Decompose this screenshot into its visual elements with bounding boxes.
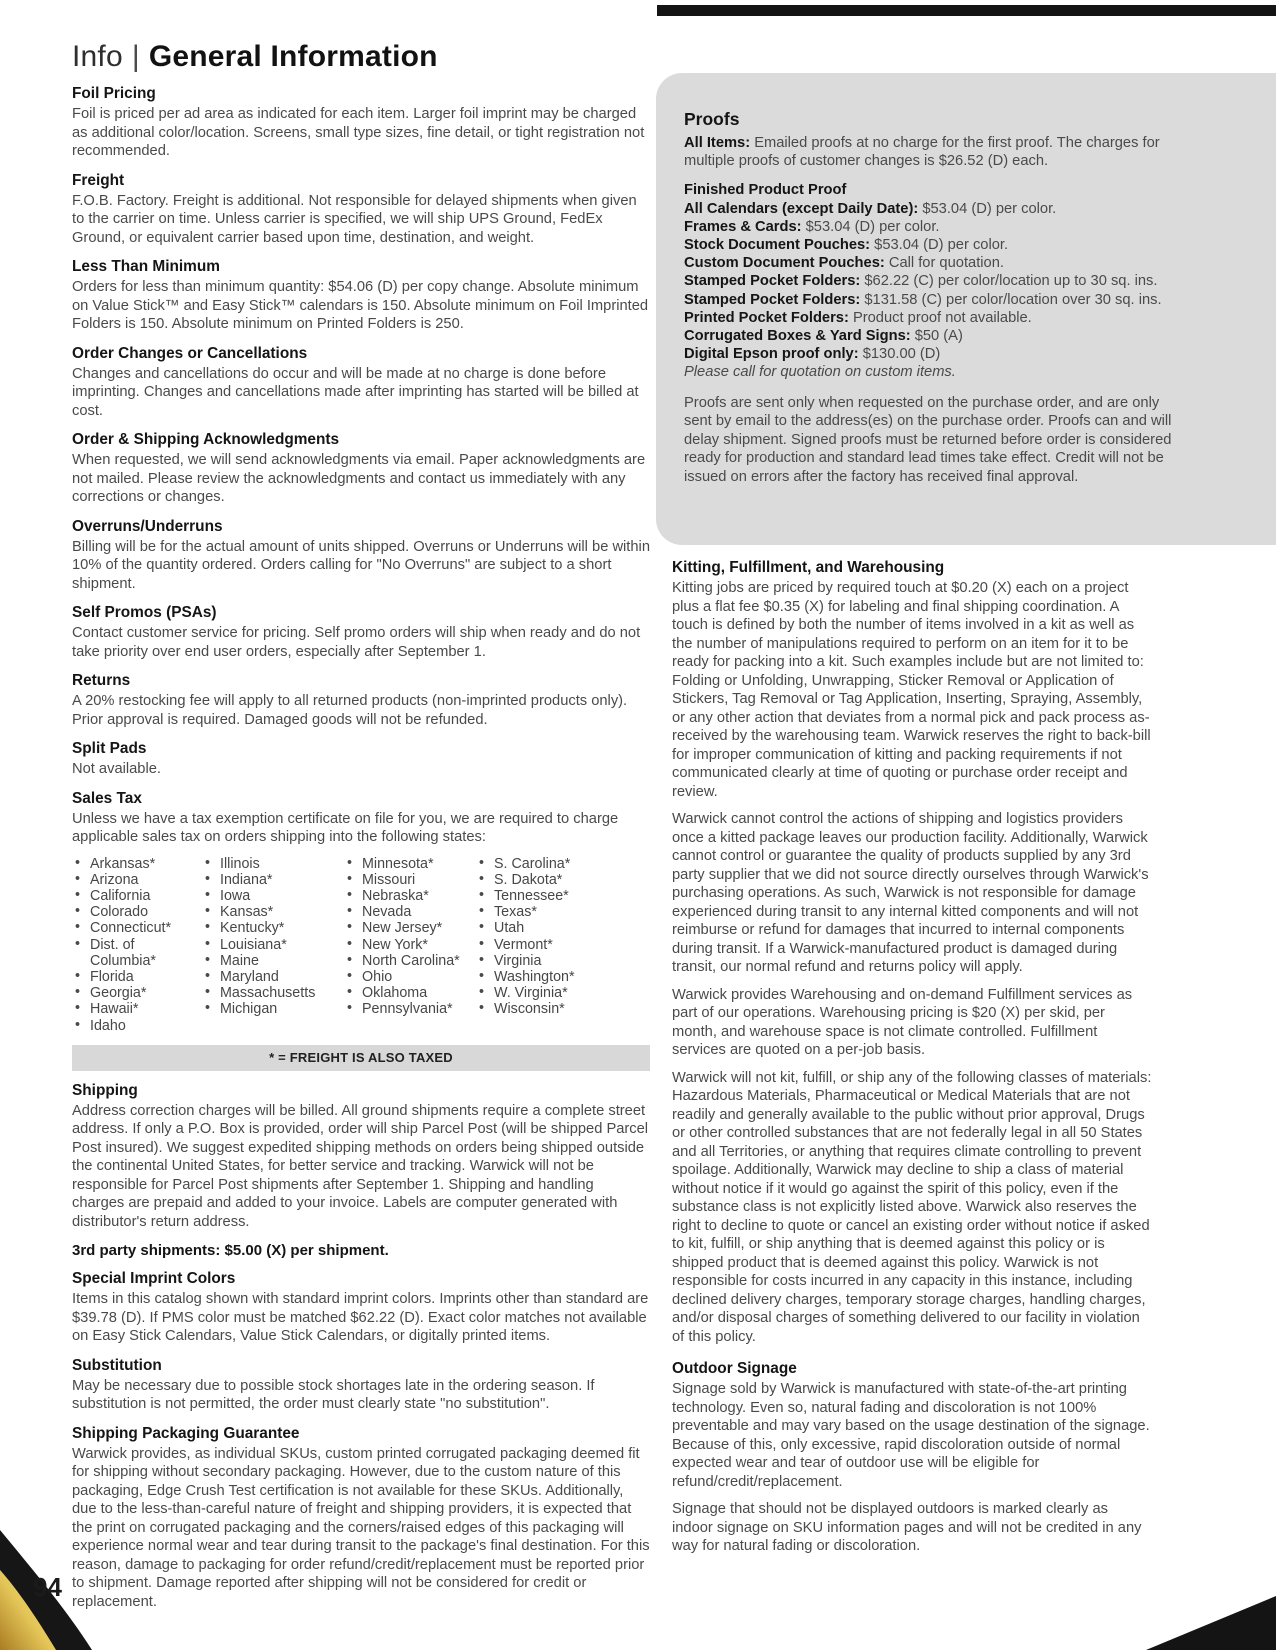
- state-item: • Virginia: [476, 953, 636, 969]
- section-heading: Foil Pricing: [72, 85, 156, 102]
- proofs-line: [684, 200, 1172, 218]
- bottom-right-corner-wedge: [1146, 1596, 1276, 1650]
- state-item: • Illinois: [202, 856, 344, 872]
- section-kitting-fulfillment-warehousing: [656, 559, 1152, 1346]
- proofs-line: [684, 309, 1172, 327]
- proofs-line: [684, 218, 1172, 236]
- state-item: • Washington*: [476, 969, 636, 985]
- state-item: • Hawaii*: [72, 1001, 202, 1017]
- section-heading: Shipping: [72, 1081, 138, 1099]
- proofs-line-text: $130.00 (D): [858, 346, 941, 363]
- proofs-line: [684, 236, 1172, 254]
- section-heading: Shipping Packaging Guarantee: [72, 1424, 300, 1442]
- proofs-heading: Proofs: [684, 109, 740, 129]
- section-body: Not available.: [72, 761, 161, 777]
- section-heading: Outdoor Signage: [672, 1360, 797, 1377]
- state-item: • Arkansas*: [72, 856, 202, 872]
- state-item: • Colorado: [72, 904, 202, 920]
- state-item: • Iowa: [202, 888, 344, 904]
- state-item: • California: [72, 888, 202, 904]
- state-item: • Georgia*: [72, 985, 202, 1001]
- state-item: • Indiana*: [202, 872, 344, 888]
- proofs-line: [684, 272, 1172, 290]
- state-item: • Connecticut*: [72, 920, 202, 936]
- section-sales-tax: [72, 790, 650, 847]
- proofs-line-label: Stock Document Pouches:: [684, 237, 871, 254]
- proofs-line-text: $53.04 (D) per color.: [801, 218, 940, 235]
- states-column-3: [344, 856, 476, 1034]
- section-heading: Split Pads: [72, 740, 147, 757]
- section-body: Items in this catalog shown with standard imprint colors. Imprints other than standard are $39.78 (D). If PMS color must be matched $62.22 (D). Exact color matches not available on Easy Stick Calendars, Value Stick Calendars, or digitally printed items.: [72, 1291, 649, 1345]
- proofs-line-label: Finished Product Proof: [684, 182, 847, 199]
- state-item: • Nebraska*: [344, 888, 476, 904]
- section-body: Changes and cancellations do occur and will be made at no charge is done before imprinting. Changes and cancellations made after imprinting has started will be billed at cost.: [72, 365, 639, 419]
- section-order-changes: [72, 345, 650, 421]
- section-heading: Order Changes or Cancellations: [72, 344, 308, 362]
- proofs-line-text: $53.04 (D) per color.: [870, 237, 1009, 254]
- section-substitution: [72, 1357, 650, 1414]
- proofs-line: [684, 327, 1172, 345]
- right-column: [656, 73, 1276, 1565]
- proofs-line-text: $53.04 (D) per color.: [918, 200, 1057, 217]
- section-heading: Substitution: [72, 1356, 162, 1374]
- state-item: • Minnesota*: [344, 856, 476, 872]
- section-acknowledgments: [72, 431, 650, 507]
- section-returns: [72, 672, 650, 729]
- proofs-line-label: Digital Epson proof only:: [684, 346, 859, 363]
- state-item: • Wisconsin*: [476, 1001, 636, 1017]
- section-self-promos: [72, 604, 650, 661]
- top-edge-black-bar: [657, 5, 1276, 16]
- section-shipping: [72, 1082, 650, 1232]
- section-paragraph: Warwick will not kit, fulfill, or ship any of the following classes of materials: Hazardous Materials, Pharmaceutical or Medical Materials that are not readily and generally available to the public without prior approval, Drugs or other controlled substances that are not federally legal in all 50 States and all Territories, or anything that requires climate controlling to prevent spoilage. Additionally, Warwick may decline to ship a class of material without notice if it would go against the spirit of this policy, even if the substance class is not explicitly listed above. Warwick also reserves the right to decline to quote or cancel an existing order without notice if asked to kit, fulfill, or ship anything that is deemed against this policy or is shipped product that is deemed against this policy. Warwick is not responsible for costs incurred in any capacity in this instance, including declined delivery charges, temporary storage charges, handling charges, and/or disposal charges of something delivered to our facility in violation of this policy.: [672, 1069, 1152, 1345]
- proofs-line-label: All Calendars (except Daily Date):: [684, 200, 919, 217]
- state-item: • Pennsylvania*: [344, 1001, 476, 1017]
- state-item: • Ohio: [344, 969, 476, 985]
- proofs-line-text: $131.58 (C) per color/location over 30 sq. ins.: [860, 291, 1162, 308]
- state-item: • S. Dakota*: [476, 872, 636, 888]
- section-body: A 20% restocking fee will apply to all returned products (non-imprinted products only). Prior approval is required. Damaged goods will not be refunded.: [72, 693, 628, 728]
- section-body: Address correction charges will be billed. All ground shipments require a complete street address. If only a P.O. Box is provided, order will ship Parcel Post (will be shipped Parcel Post insured). We suggest expedited shipping methods on orders being shipped outside the continental United States, for better service and tracking. Warwick will not be responsible for Parcel Post shipments after September 1. Shipping and handling charges are prepaid and added to your invoice. Labels are computer generated with distributor's return address.: [72, 1102, 649, 1230]
- proofs-callout-box: [656, 73, 1276, 545]
- state-item: • Maryland: [202, 969, 344, 985]
- section-paragraph: Kitting jobs are priced by required touch at $0.20 (X) each on a project plus a flat fee $0.35 (X) for labeling and final shipping coordination. A touch is defined by both the number of items involved in a kit as well as the number of manipulations required to perform on an item for it to be ready for packing into a kit. Such examples include but are not limited to: Folding or Unfolding, Unwrapping, Sticker Removal or Application of Stickers, Tag Removal or Tag Application, Inserting, Spraying, Assembly, or any other action that deviates from a normal pick and pack process as-received by the warehousing team. Warwick reserves the right to back-bill for improper communication of kitting and packing requirements if not communicated clearly at time of quoting or purchase order receipt and review.: [672, 580, 1151, 800]
- section-heading: Overruns/Underruns: [72, 517, 223, 535]
- state-item: • Michigan: [202, 1001, 344, 1017]
- section-paragraph: Signage that should not be displayed outdoors is marked clearly as indoor signage on SKU information pages and will not be credited in any way for natural fading or discoloration.: [672, 1501, 1142, 1554]
- section-heading: Self Promos (PSAs): [72, 604, 217, 621]
- section-heading: Less Than Minimum: [72, 258, 220, 275]
- third-party-shipments-note: 3rd party shipments: $5.00 (X) per shipment.: [72, 1242, 389, 1260]
- state-item: • Utah: [476, 920, 636, 936]
- section-split-pads: [72, 740, 650, 779]
- page-title-separator: |: [131, 40, 140, 73]
- proofs-line: [684, 345, 1172, 363]
- left-column: [72, 40, 650, 1611]
- state-item: • Texas*: [476, 904, 636, 920]
- state-item: • Tennessee*: [476, 888, 636, 904]
- sales-tax-states-list: [72, 856, 650, 1034]
- section-body: Orders for less than minimum quantity: $54.06 (D) per copy change. Absolute minimum on Value Stick™ and Easy Stick™ calendars is 150. Absolute minimum on Foil Imprinted Folders is 150. Absolute minimum on Printed Folders is 250.: [72, 279, 649, 332]
- section-paragraph: Signage sold by Warwick is manufactured with state-of-the-art printing technology. Even so, natural fading and discoloration is not 100% preventable and may vary based on the usage destination of the signage. Because of this, only excessive, rapid discoloration outside of normal expected wear and tear of outdoor use will be eligible for refund/credit/replacement.: [672, 1381, 1150, 1490]
- state-item: • North Carolina*: [344, 953, 476, 969]
- section-paragraph: Warwick provides Warehousing and on-demand Fulfillment services as part of our operations. Warehousing pricing is $20 (X) per skid, per month, and warehouse space is not climate controlled. Fulfillment services are quoted on a per-job basis.: [672, 986, 1133, 1058]
- section-less-than-minimum: [72, 258, 650, 334]
- freight-taxed-note: * = FREIGHT IS ALSO TAXED: [72, 1045, 650, 1071]
- state-item: • Oklahoma: [344, 985, 476, 1001]
- section-body: Unless we have a tax exemption certificate on file for you, we are required to charge applicable sales tax on orders shipping into the following states:: [72, 810, 619, 845]
- section-body: Foil is priced per ad area as indicated for each item. Larger foil imprint may be charged as additional color/location. Screens, small type sizes, fine detail, or tight registration not recommended.: [72, 106, 645, 159]
- proofs-line-label: Frames & Cards:: [684, 218, 802, 235]
- proofs-line-text: $50 (A): [910, 328, 963, 345]
- section-heading: Sales Tax: [72, 789, 142, 807]
- state-item: • W. Virginia*: [476, 985, 636, 1001]
- proofs-line-label: Custom Document Pouches:: [684, 255, 885, 272]
- page-title: [72, 40, 650, 74]
- page-title-main: General Information: [148, 40, 438, 73]
- page-title-section: Info: [72, 40, 123, 73]
- proofs-line: [684, 181, 1172, 199]
- section-heading: Order & Shipping Acknowledgments: [72, 431, 340, 448]
- section-body: Contact customer service for pricing. Self promo orders will ship when ready and do not take priority over end user orders, especially after September 1.: [72, 625, 641, 660]
- proofs-line-label: Printed Pocket Folders:: [684, 309, 849, 326]
- proofs-line-text: Product proof not available.: [848, 309, 1032, 326]
- state-item: • Maine: [202, 953, 344, 969]
- proofs-line-label: All Items:: [684, 135, 751, 151]
- state-item: • New York*: [344, 937, 476, 953]
- state-item: • Nevada: [344, 904, 476, 920]
- section-shipping-packaging-guarantee: [72, 1425, 650, 1612]
- proofs-line-text: Emailed proofs at no charge for the first proof. The charges for multiple proofs of customer changes is $26.52 (D) each.: [684, 135, 1160, 170]
- state-item: • Kansas*: [202, 904, 344, 920]
- section-body: Billing will be for the actual amount of units shipped. Overruns or Underruns will be within 10% of the quantity ordered. Orders calling for "No Overruns" are subject to a short shipment.: [72, 538, 650, 592]
- section-foil-pricing: [72, 85, 650, 161]
- section-outdoor-signage: [656, 1360, 1152, 1556]
- state-item: • Missouri: [344, 872, 476, 888]
- state-item: • Dist. of Columbia*: [72, 937, 202, 969]
- section-freight: [72, 172, 650, 248]
- proofs-line-text: $62.22 (C) per color/location up to 30 sq. ins.: [860, 273, 1158, 290]
- section-body: When requested, we will send acknowledgments via email. Paper acknowledgments are not mailed. Please review the acknowledgments and contact us immediately with any corrections or changes.: [72, 452, 646, 505]
- proofs-line-label: Stamped Pocket Folders:: [684, 273, 861, 290]
- states-column-2: [202, 856, 344, 1034]
- state-item: • New Jersey*: [344, 920, 476, 936]
- proofs-line-label: Corrugated Boxes & Yard Signs:: [684, 328, 911, 345]
- section-paragraph: Warwick cannot control the actions of shipping and logistics providers once a kitted package leaves our production facility. Additionally, Warwick cannot control or guarantee the quality of products supplied by any 3rd party supplier that we did not source directly ourselves through Warwick's purchasing operations. As such, Warwick is not responsible for damage experienced during transit to any internal kitted components and will not reimburse or refund for damages that incurred to internal components during transit. If a Warwick-manufactured product is damaged during transit, our normal refund and returns policy will apply.: [672, 811, 1149, 975]
- proofs-custom-items-note: Please call for quotation on custom items.: [684, 364, 956, 381]
- state-item: • Florida: [72, 969, 202, 985]
- section-body: F.O.B. Factory. Freight is additional. Not responsible for delayed shipments when given to the carrier on time. Unless carrier is specified, we will ship UPS Ground, FedEx Ground, or equivalent carrier based upon time, destination, and weight.: [72, 192, 637, 246]
- section-heading: Special Imprint Colors: [72, 1270, 236, 1288]
- proofs-line: [684, 291, 1172, 309]
- proofs-all-items: [684, 134, 1172, 170]
- section-heading: Kitting, Fulfillment, and Warehousing: [672, 559, 945, 576]
- section-overruns-underruns: [72, 518, 650, 594]
- states-column-1: [72, 856, 202, 1034]
- section-body: Warwick provides, as individual SKUs, custom printed corrugated packaging deemed fit for shipping without secondary packaging. However, due to the custom nature of this packaging, Edge Crush Test certification is not available for these SKUs. Additionally, due to the less-than-careful nature of freight and shipping providers, it is expected that the print on corrugated packaging and the corners/raised edges of this packaging will experience normal wear and tear during transit to the package's final destination. For this reason, damage to packaging for order refund/credit/replacement must be reported prior to shipment. Damage reported after shipping will not be considered for credit or replacement.: [72, 1445, 650, 1610]
- section-special-imprint-colors: [72, 1270, 650, 1346]
- states-column-4: [476, 856, 636, 1034]
- proofs-line: [684, 254, 1172, 272]
- state-item: • Massachusetts: [202, 985, 344, 1001]
- section-heading: Returns: [72, 672, 131, 689]
- proofs-footer-paragraph: Proofs are sent only when requested on the purchase order, and are only sent by email to the address(es) on the purchase order. Proofs can and will delay shipment. Signed proofs must be returned before order is considered ready for production and standard lead times take effect. Credit will not be issued on errors after the factory has received final approval.: [684, 394, 1172, 485]
- page-number: 94: [33, 1572, 62, 1602]
- state-item: • S. Carolina*: [476, 856, 636, 872]
- state-item: • Idaho: [72, 1018, 202, 1034]
- section-heading: Freight: [72, 171, 125, 189]
- proofs-line-label: Stamped Pocket Folders:: [684, 291, 861, 308]
- state-item: • Arizona: [72, 872, 202, 888]
- state-item: • Louisiana*: [202, 937, 344, 953]
- section-body: May be necessary due to possible stock shortages late in the ordering season. If substitution is not permitted, the order must clearly state "no substitution".: [72, 1377, 595, 1413]
- state-item: • Kentucky*: [202, 920, 344, 936]
- state-item: • Vermont*: [476, 937, 636, 953]
- proofs-line-text: Call for quotation.: [884, 255, 1004, 272]
